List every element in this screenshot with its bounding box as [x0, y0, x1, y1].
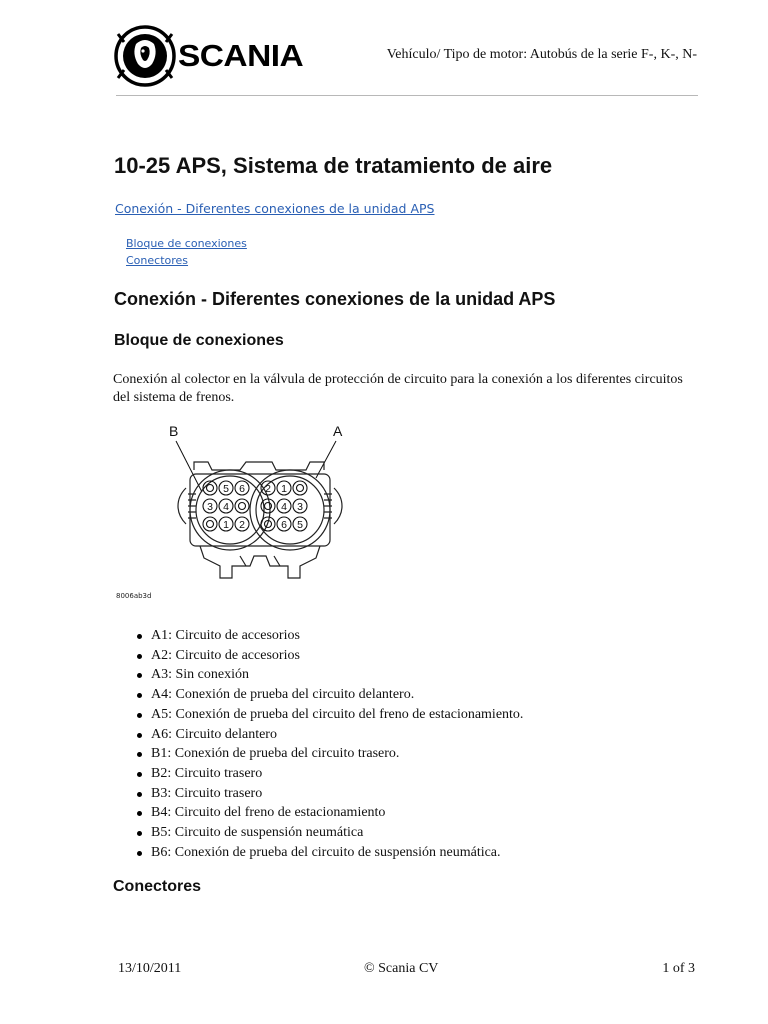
figure-code: 8006ab3d [116, 592, 152, 600]
footer-date: 13/10/2011 [118, 961, 182, 976]
label-a: A [333, 423, 343, 439]
subheading-conectores: Conectores [113, 878, 202, 895]
list-item: A6: Circuito delantero [151, 725, 523, 745]
port-a1: 1 [281, 483, 287, 495]
port-a4: 4 [281, 501, 287, 513]
port-b6: 6 [239, 483, 245, 495]
toc-link-conectores[interactable]: Conectores [126, 254, 189, 267]
port-b2: 2 [239, 519, 245, 531]
label-b: B [169, 423, 179, 439]
list-item: B4: Circuito del freno de estacionamiento [151, 803, 523, 823]
footer-copyright: © Scania CV [364, 961, 439, 976]
list-item: A3: Sin conexión [151, 665, 523, 685]
vehicle-info: Vehículo/ Tipo de motor: Autobús de la serie F-, K-, N- [386, 47, 697, 62]
list-item: B3: Circuito trasero [151, 784, 523, 804]
toc-link-conexion[interactable]: Conexión - Diferentes conexiones de la unidad APS [115, 201, 435, 216]
list-item: B5: Circuito de suspensión neumática [151, 823, 523, 843]
header-divider [116, 95, 698, 96]
port-a2: 2 [265, 483, 271, 495]
toc-link-bloque[interactable]: Bloque de conexiones [126, 237, 247, 250]
port-b4: 4 [223, 501, 229, 513]
page-title: 10-25 APS, Sistema de tratamiento de aire [114, 153, 553, 178]
port-b3: 3 [207, 501, 213, 513]
port-b5: 5 [223, 483, 229, 495]
griffin-emblem-icon [114, 24, 176, 88]
subheading-bloque: Bloque de conexiones [114, 332, 284, 349]
circuit-list [113, 626, 523, 862]
port-b1: 1 [223, 519, 229, 531]
footer-page-number: 1 of 3 [662, 961, 695, 976]
intro-paragraph: Conexión al colector en la válvula de protección de circuito para la conexión a los diferentes circuitos del sistema de frenos. [113, 372, 683, 405]
port-a6: 6 [281, 519, 287, 531]
list-item: B1: Conexión de prueba del circuito trasero. [151, 744, 523, 764]
list-item: A4: Conexión de prueba del circuito delantero. [151, 685, 523, 705]
port-a5: 5 [297, 519, 303, 531]
list-item: A5: Conexión de prueba del circuito del freno de estacionamiento. [151, 705, 523, 725]
section-heading: Conexión - Diferentes conexiones de la unidad APS [114, 289, 556, 309]
scania-logo [114, 24, 324, 88]
list-item: B2: Circuito trasero [151, 764, 523, 784]
port-a3: 3 [297, 501, 303, 513]
list-item: A2: Circuito de accesorios [151, 646, 523, 666]
connection-block-diagram [150, 418, 370, 586]
brand-wordmark: SCANIA [178, 38, 304, 73]
list-item: A1: Circuito de accesorios [151, 626, 523, 646]
list-item: B6: Conexión de prueba del circuito de suspensión neumática. [151, 843, 523, 863]
